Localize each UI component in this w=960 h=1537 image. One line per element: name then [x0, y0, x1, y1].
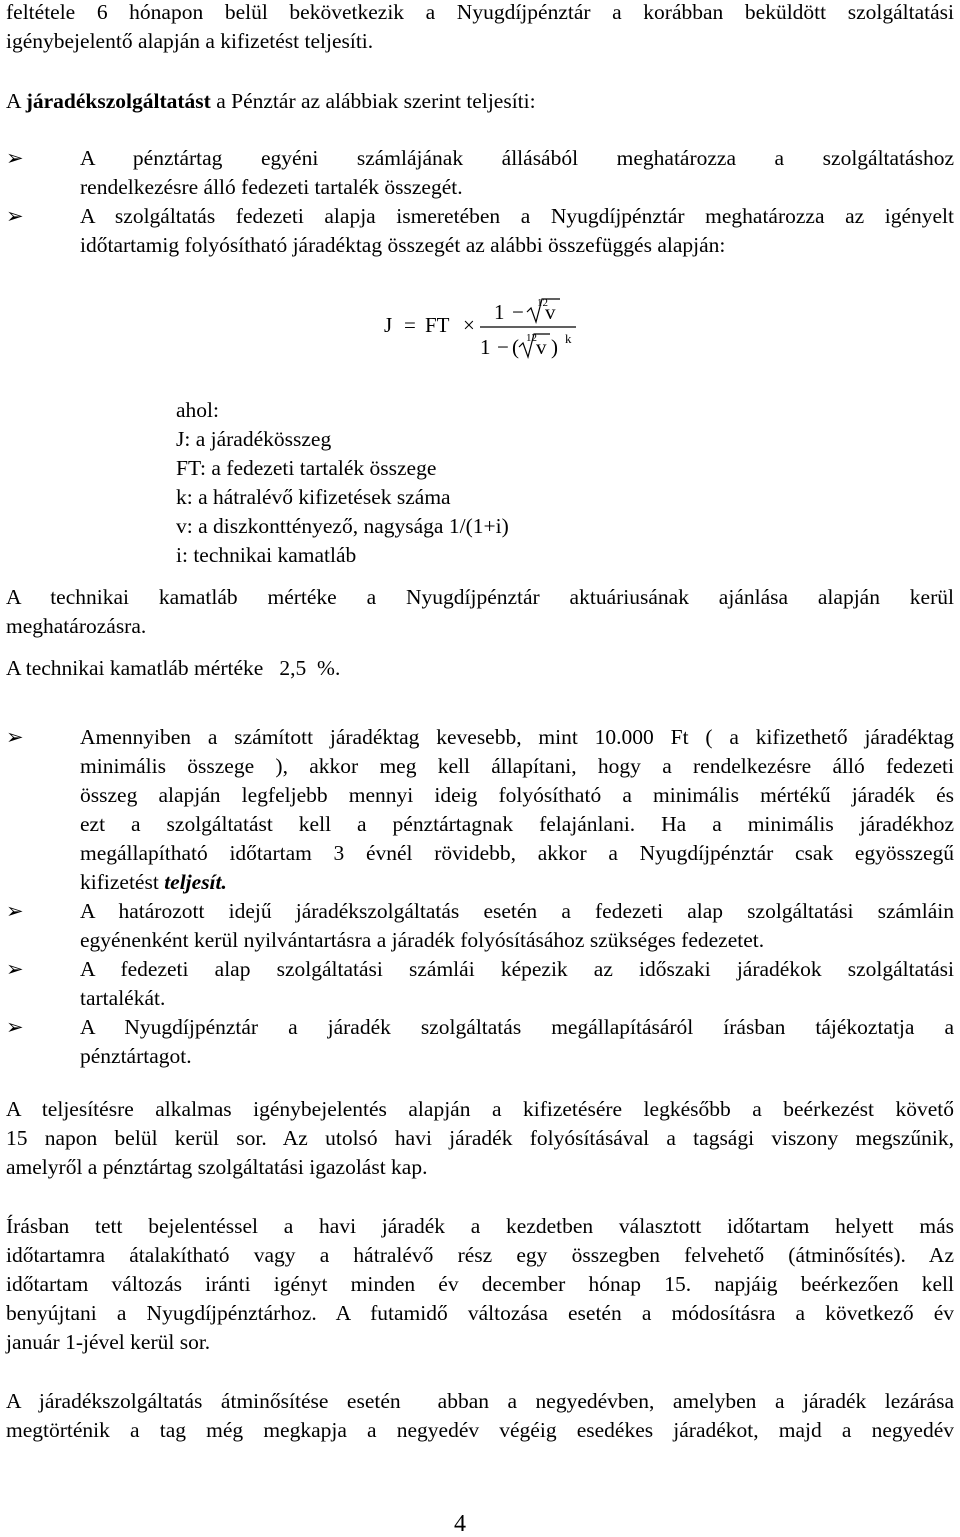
bullet-line: tartalékát.	[80, 986, 166, 1010]
definition-line: J: a járadékösszeg	[176, 427, 332, 451]
text-line: Írásban tett bejelentéssel a havi járadék a kezdetben választott időtartam helyett más	[6, 1214, 954, 1238]
definition-line: i: technikai kamatláb	[176, 543, 357, 567]
page-number: 4	[454, 1511, 466, 1537]
text-line: időtartam változás iránti igényt minden év december hónap 15. napjáig beérkezően kell	[6, 1272, 954, 1296]
arrowhead-bullet-icon: ➢	[6, 146, 24, 170]
text-line: 15 napon belül kerül sor. Az utolsó havi járadék folyósításával a tagsági viszony megszűnik,	[6, 1126, 954, 1150]
arrowhead-bullet-icon: ➢	[6, 1015, 24, 1039]
formula-ft: FT	[425, 313, 450, 337]
bullet-line: A pénztártag egyéni számlájának állásából meghatározza a szolgáltatáshoz	[80, 146, 954, 170]
bullet-line: Amennyiben a számított járadéktag kevesebb, mint 10.000 Ft ( a kifizethető járadéktag	[80, 725, 954, 749]
text-line: A teljesítésre alkalmas igénybejelentés alapján a kifizetésére legkésőbb a beérkezést követő	[6, 1097, 954, 1121]
formula-open-paren: (	[512, 335, 519, 359]
definition-line: FT: a fedezeti tartalék összege	[176, 456, 437, 480]
bullet-line: A Nyugdíjpénztár a járadék szolgáltatás megállapításáról írásban tájékoztatja a	[80, 1015, 954, 1039]
formula-v: v	[545, 300, 556, 324]
interest-rate-line: A technikai kamatláb mértéke 2,5 %.	[6, 656, 341, 680]
text-line: megtörténik a tag még megkapja a negyedév végéig esedékes járadékot, majd a negyedév	[6, 1418, 954, 1442]
bullet-line: rendelkezésre álló fedezeti tartalék összegét.	[80, 175, 463, 199]
bullet-line: A határozott idejű járadékszolgáltatás esetén a fedezeti alap szolgáltatási számláin	[80, 899, 954, 923]
intro-line: A járadékszolgáltatást a Pénztár az alábbiak szerint teljesíti:	[6, 89, 536, 113]
formula-one: 1	[480, 335, 491, 359]
arrowhead-bullet-icon: ➢	[6, 899, 24, 923]
text-line: időtartamra átalakítható vagy a hátralévő rész egy összegben felvehető (átminősítés). Az	[6, 1243, 954, 1267]
arrowhead-bullet-icon: ➢	[6, 957, 24, 981]
bullet-line: minimális összege ), akkor meg kell állapítani, hogy a rendelkezésre álló fedezeti	[80, 754, 954, 778]
definition-line: ahol:	[176, 398, 219, 422]
bullet-line: összeg alapján legfeljebb mennyi ideig folyósítható a minimális mértékű járadék és	[80, 783, 954, 807]
formula-lhs: J	[384, 313, 393, 337]
root-index: 12	[537, 297, 548, 309]
text-line: benyújtani a Nyugdíjpénztárhoz. A futamidő változása esetén a módosításra a következő év	[6, 1301, 954, 1325]
annuity-formula	[380, 292, 600, 372]
formula-one: 1	[494, 300, 505, 324]
text-line: meghatározásra.	[6, 614, 147, 638]
definition-line: v: a diszkonttényező, nagysága 1/(1+i)	[176, 514, 509, 538]
arrowhead-bullet-icon: ➢	[6, 725, 24, 749]
bullet-line: időtartamig folyósítható járadéktag összegét az alábbi összefüggés alapján:	[80, 233, 726, 257]
emphasized-word: teljesít.	[164, 870, 227, 894]
bullet-line: A fedezeti alap szolgáltatási számlái képezik az időszaki járadékok szolgáltatási	[80, 957, 954, 981]
formula-times: ×	[463, 313, 475, 337]
bullet-line: ezt a szolgáltatást kell a pénztártagnak felajánlani. Ha a minimális járadékhoz	[80, 812, 954, 836]
bullet-line: megállapítható időtartam 3 évnél rövidebb, akkor a Nyugdíjpénztár csak egyösszegű	[80, 841, 954, 865]
bullet-line: pénztártagot.	[80, 1044, 192, 1068]
text-line: igénybejelentő alapján a kifizetést teljesíti.	[6, 29, 374, 53]
text-line: amelyről a pénztártag szolgáltatási igazolást kap.	[6, 1155, 428, 1179]
bullet-line: A szolgáltatás fedezeti alapja ismeretében a Nyugdíjpénztár meghatározza az igényelt	[80, 204, 954, 228]
bold-term: járadékszolgáltatást	[25, 89, 211, 113]
formula-minus: −	[512, 300, 524, 324]
formula-v: v	[536, 335, 547, 359]
text-line: feltétele 6 hónapon belül bekövetkezik a Nyugdíjpénztár a korábban beküldött szolgáltatási	[6, 0, 954, 24]
text-line: A technikai kamatláb mértéke a Nyugdíjpénztár aktuáriusának ajánlása alapján kerül	[6, 585, 954, 609]
formula-equals: =	[404, 313, 416, 337]
formula-close-paren: )	[551, 335, 558, 359]
bullet-line: kifizetést teljesít.	[80, 870, 227, 894]
text-line: január 1-jével kerül sor.	[6, 1330, 211, 1354]
definition-line: k: a hátralévő kifizetések száma	[176, 485, 451, 509]
formula-exponent-k: k	[565, 331, 572, 346]
bullet-line: egyénenként kerül nyilvántartásra a járadék folyósításához szükséges fedezetet.	[80, 928, 765, 952]
formula-minus: −	[497, 335, 509, 359]
root-index: 12	[526, 332, 537, 344]
text-line: A járadékszolgáltatás átminősítése esetén abban a negyedévben, amelyben a járadék lezárása	[6, 1389, 954, 1413]
arrowhead-bullet-icon: ➢	[6, 204, 24, 228]
